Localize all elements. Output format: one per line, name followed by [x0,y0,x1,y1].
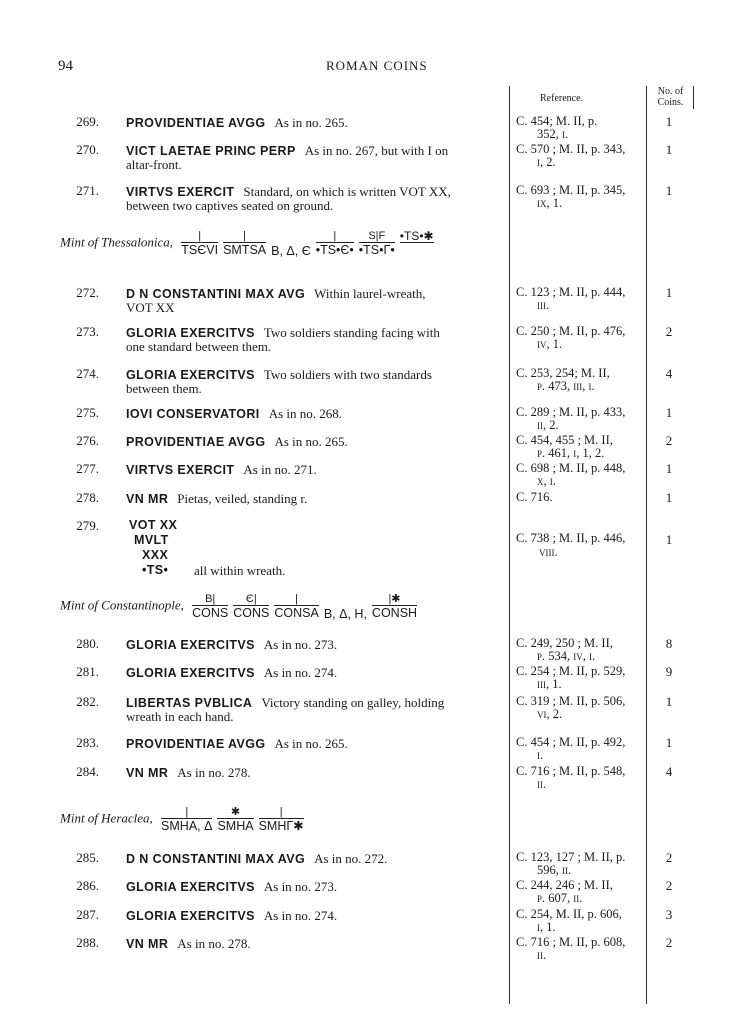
reference-line-1: C. 716. [516,490,553,504]
mint-label: Mint of Heraclea, [60,810,153,826]
mint-mark-upper: | [223,230,266,243]
reference-line-2: p. 534, iv, i. [537,649,596,663]
reference-line-2: iii. [537,298,550,312]
reference-line-2: 596, ii. [537,863,572,877]
entry-description: As in no. 268. [268,406,342,421]
reference-column-rule [509,86,510,1004]
reference-line-2: i, 1. [537,920,556,934]
reverse-legend: PROVIDENTIAE AVGG [126,435,266,449]
entry-description: As in no. 271. [243,462,317,477]
mint-mark-upper: | [161,806,212,819]
reference-line-2: i. [537,748,544,762]
mint-mark-lower: SMHA, Δ [161,819,213,833]
coin-count: 1 [665,461,673,476]
entry-text [126,878,337,896]
entry-number: 272. [76,285,99,300]
entry-description: Two soldiers with two standards [263,367,432,382]
mint-mark-upper: S|F [359,230,395,243]
entry-text [126,636,337,654]
reference-line-1: C. 250 ; M. II, p. 476, [516,324,626,338]
entry-description: As in no. 274. [263,908,338,923]
reference-line-1: C. 254 ; M. II, p. 529, [516,664,626,678]
mint-mark [316,230,354,257]
entry-number: 285. [76,850,99,865]
mint-mark [192,593,228,620]
count-header-line1: No. of [657,86,684,97]
reverse-legend: GLORIA EXERCITVS [126,326,255,340]
reference-line-1: C. 244, 246 ; M. II, [516,878,613,892]
entry-description: As in no. 273. [263,637,338,652]
mint-marks [156,806,304,833]
reverse-legend: VICT LAETAE PRINC PERP [126,144,296,158]
mint-mark-lower: B, Δ, H, [323,606,367,621]
entry-text [126,850,387,868]
mint-mark-upper: Є| [233,593,269,606]
reference-line-2: x, i. [537,474,556,488]
reverse-legend: PROVIDENTIAE AVGG [126,116,266,130]
mint-mark-lower: •TS•Γ• [358,243,395,257]
reference-line-2: iv, 1. [537,337,563,351]
reference-line-2: ii. [537,948,547,962]
mint-mark [400,230,434,257]
entry-number: 273. [76,324,99,339]
legend-line-3: XXX [142,548,169,562]
coin-count: 4 [665,366,673,381]
page-number: 94 [58,58,73,74]
mint-mark-upper: | [316,230,354,243]
entry-description-cont: altar-front. [126,157,182,172]
reverse-legend: GLORIA EXERCITVS [126,666,255,680]
entry-number: 281. [76,664,99,679]
reference-line-1: C. 570 ; M. II, p. 343, [516,142,626,156]
entry-description: Standard, on which is written VOT XX, [243,184,451,199]
entry-text [126,935,251,953]
reference-line-1: C. 693 ; M. II, p. 345, [516,183,626,197]
mint-mark-lower: B, Δ, Є [271,243,311,258]
coin-count: 2 [665,878,673,893]
reference-line-2: ii. [537,777,547,791]
reverse-legend: GLORIA EXERCITVS [126,880,255,894]
reference-line-1: C. 123 ; M. II, p. 444, [516,285,626,299]
entry-text [126,735,348,753]
mint-mark [217,806,253,833]
entry-text [126,433,348,451]
reverse-legend: VIRTVS EXERCIT [126,463,235,477]
coin-count: 2 [665,433,673,448]
mint-mark [161,806,212,833]
coin-count: 2 [665,324,673,339]
coin-count: 1 [665,490,673,505]
entry-description: As in no. 278. [177,936,251,951]
mint-heading-thessalonica [60,230,434,257]
mint-mark-upper: ✱ [217,806,253,819]
reverse-legend: GLORIA EXERCITVS [126,368,255,382]
entry-description: As in no. 265. [274,434,348,449]
reverse-legend: IOVI CONSERVATORI [126,407,260,421]
reverse-legend: GLORIA EXERCITVS [126,638,255,652]
reference-line-2: i, 2. [537,155,556,169]
reference-line-1: C. 716 ; M. II, p. 548, [516,764,626,778]
mint-mark [274,593,318,620]
mint-mark-upper: | [259,806,304,819]
entry-number: 288. [76,935,99,950]
entry-description: Pietas, veiled, standing r. [177,491,308,506]
entry-number: 284. [76,764,99,779]
reference-line-2: p. 461, i, 1, 2. [537,446,605,460]
mint-mark-upper: | [274,593,318,606]
mint-mark [271,237,311,258]
entry-number: 277. [76,461,99,476]
running-title: ROMAN COINS [326,58,428,73]
mint-marks [187,593,418,621]
count-column-header [649,86,692,108]
mint-mark [181,230,218,257]
entry-description-cont: one standard between them. [126,339,272,354]
mint-mark-lower: CONS [192,606,229,620]
legend-line-2: MVLT [134,533,169,547]
mint-heading-heraclea [60,806,304,833]
reference-line-1: C. 123, 127 ; M. II, p. [516,850,626,864]
legend-line-4: •TS• [142,563,169,577]
reverse-legend: D N CONSTANTINI MAX AVG [126,287,306,301]
reference-line-1: C. 253, 254; M. II, [516,366,610,380]
entry-description: Victory standing on galley, holding [261,695,445,710]
coin-count: 3 [665,907,673,922]
reverse-legend: VIRTVS EXERCIT [126,185,235,199]
reference-line-1: C. 454; M. II, p. [516,114,598,128]
count-header-line2: Coins. [657,97,684,108]
entry-number: 286. [76,878,99,893]
entry-text [126,405,342,423]
entry-description-cont: between two captives seated on ground. [126,198,334,213]
entry-number: 278. [76,490,99,505]
reference-line-1: C. 289 ; M. II, p. 433, [516,405,626,419]
entry-description: all within wreath. [194,563,286,578]
reference-line-2: p. 473, iii, i. [537,379,595,393]
mint-mark [233,593,269,620]
entry-text [126,114,348,132]
mint-mark [359,230,395,257]
mint-mark-upper: | [181,230,218,243]
coin-count: 1 [665,114,673,129]
legend-line-1: VOT XX [129,518,178,532]
reference-line-1: C. 249, 250 ; M. II, [516,636,613,650]
coin-count: 1 [665,183,673,198]
entry-text [126,907,337,925]
reference-line-1: C. 454, 455 ; M. II, [516,433,613,447]
coin-count: 1 [665,694,673,709]
count-column-rule-right [693,86,694,109]
entry-number: 282. [76,694,99,709]
coin-count: 9 [665,664,673,679]
reference-line-2: vi, 2. [537,707,563,721]
reference-line-2: 352, i. [537,127,569,141]
coin-count: 1 [665,735,673,750]
reverse-legend: GLORIA EXERCITVS [126,909,255,923]
entry-number: 269. [76,114,99,129]
reference-column-header: Reference. [540,93,584,104]
mint-mark-lower: SMHA [217,819,254,833]
mint-mark [223,230,266,257]
entry-number: 287. [76,907,99,922]
entry-text [126,461,317,479]
coin-count: 1 [665,142,673,157]
reference-line-2: ii, 2. [537,418,559,432]
entry-description-cont: between them. [126,381,202,396]
entry-number: 280. [76,636,99,651]
reference-line-1: C. 454 ; M. II, p. 492, [516,735,626,749]
entry-description: As in no. 265. [274,115,348,130]
entry-number: 271. [76,183,99,198]
entry-number: 275. [76,405,99,420]
reference-line-1: C. 319 ; M. II, p. 506, [516,694,626,708]
coin-count: 2 [665,935,673,950]
entry-number: 279. [76,518,99,533]
entry-number: 276. [76,433,99,448]
reference-line-1: C. 716 ; M. II, p. 608, [516,935,626,949]
entry-description: Within laurel-wreath, [314,286,426,301]
entry-text [126,764,251,782]
coin-count: 2 [665,850,673,865]
entry-description-cont: wreath in each hand. [126,709,234,724]
reverse-legend: VN MR [126,937,169,951]
entry-description: As in no. 267, but with I on [304,143,449,158]
coin-count: 1 [665,532,673,547]
entry-description: As in no. 274. [263,665,338,680]
mint-heading-constantinople [60,593,417,620]
reference-line-1: C. 254, M. II, p. 606, [516,907,622,921]
coin-count: 8 [665,636,673,651]
entry-text [126,490,307,508]
reference-line-1: C. 738 ; M. II, p. 446, [516,531,626,545]
mint-mark-lower: CONSA [274,606,319,620]
entry-description: Two soldiers standing facing with [263,325,440,340]
reference-line-2: p. 607, ii. [537,891,583,905]
coin-count: 4 [665,764,673,779]
count-column-rule-left [646,86,647,1004]
mint-label: Mint of Thessalonica, [60,234,174,250]
mint-mark-lower: CONSH [371,606,418,620]
reverse-legend: VN MR [126,492,169,506]
mint-mark-lower: TSЄVI [181,243,219,257]
coin-count: 1 [665,285,673,300]
mint-mark-lower: CONS [233,606,270,620]
mint-mark-lower: SMHΓ✱ [258,819,304,833]
entry-description: As in no. 278. [177,765,251,780]
reference-line-2: ix, 1. [537,196,563,210]
reverse-legend: LIBERTAS PVBLICA [126,696,253,710]
entry-description: As in no. 272. [314,851,388,866]
mint-mark-lower: SMTSA [223,243,267,257]
mint-mark-upper: |✱ [372,593,417,606]
entry-number: 283. [76,735,99,750]
reverse-legend: VN MR [126,766,169,780]
mint-mark [259,806,304,833]
coin-count: 1 [665,405,673,420]
entry-description: As in no. 273. [263,879,338,894]
reverse-legend: D N CONSTANTINI MAX AVG [126,852,306,866]
reverse-legend: PROVIDENTIAE AVGG [126,737,266,751]
entry-number: 274. [76,366,99,381]
entry-description-cont: VOT XX [126,300,175,315]
mint-mark-lower: •TS•Є• [315,243,354,257]
mint-label: Mint of Constantinople, [60,597,184,613]
reference-line-2: viii. [539,545,558,559]
reference-line-1: C. 698 ; M. II, p. 448, [516,461,626,475]
entry-text [126,664,337,682]
mint-mark [323,600,367,621]
mint-mark-upper: B| [192,593,228,606]
mint-mark-upper: •TS•✱ [399,229,434,243]
entry-number: 270. [76,142,99,157]
reference-line-2: iii, 1. [537,677,562,691]
mint-mark [372,593,417,620]
entry-description: As in no. 265. [274,736,348,751]
